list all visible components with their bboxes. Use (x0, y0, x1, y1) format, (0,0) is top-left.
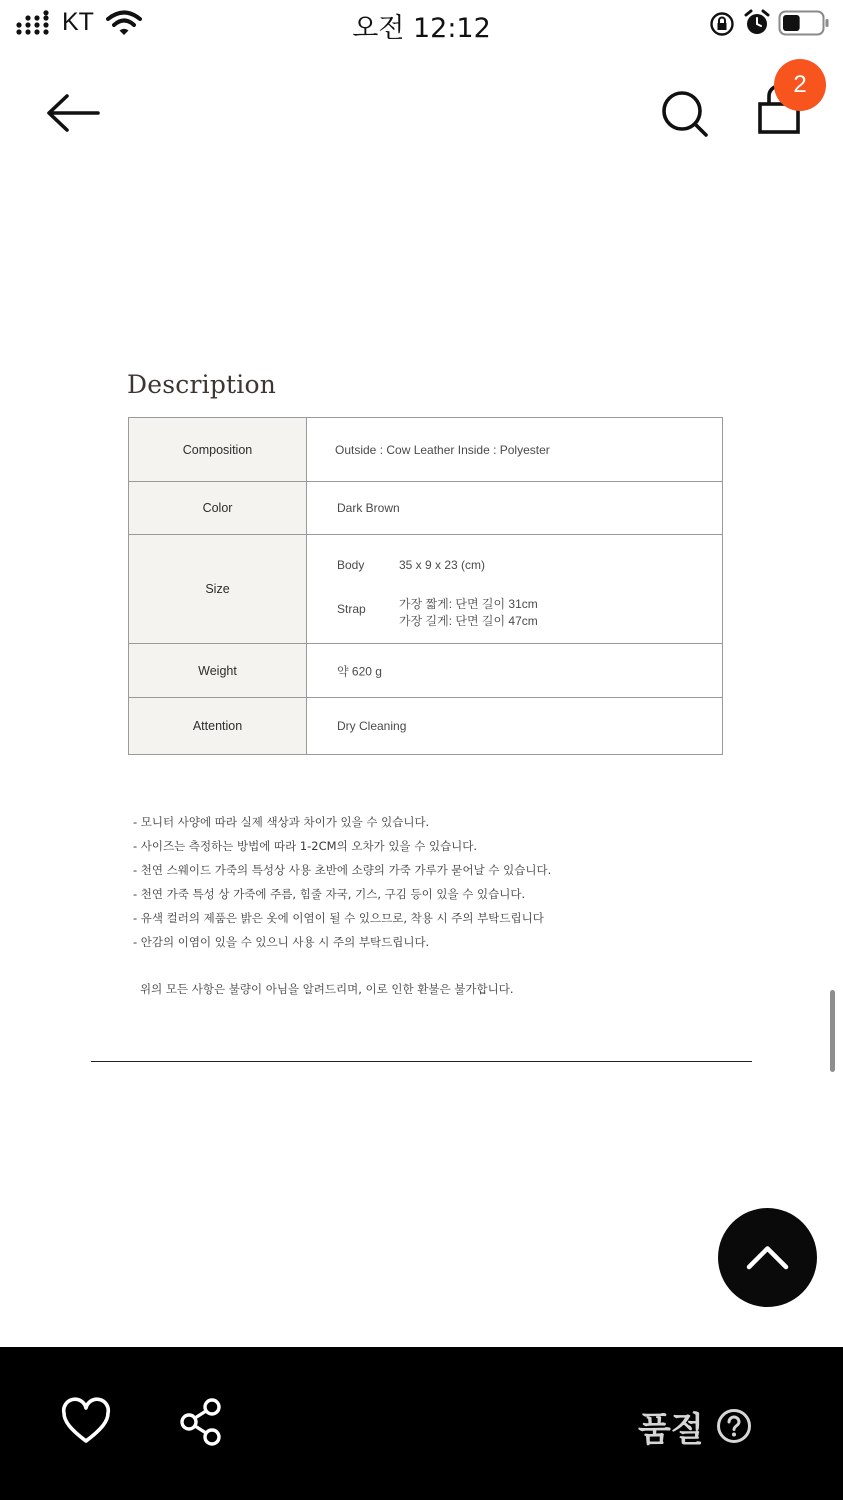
spec-value-cell (307, 644, 722, 697)
spec-label: Color (129, 482, 307, 534)
scroll-to-top-button[interactable] (718, 1208, 817, 1307)
spec-value: Dry Cleaning (337, 719, 407, 733)
scrollbar[interactable] (830, 990, 835, 1072)
spec-label: Attention (129, 698, 307, 754)
size-body-label: Body (337, 558, 365, 572)
size-strap-short: 가장 짧게: 단면 길이 31cm (399, 597, 538, 611)
spec-value: 약 620 g (337, 664, 382, 678)
carrier-label: KT (62, 8, 94, 36)
status-bar (0, 0, 843, 48)
spec-value-cell (307, 418, 722, 481)
section-divider (91, 1061, 752, 1062)
spec-row-attention (129, 698, 722, 754)
note-item: - 모니터 사양에 따라 실제 색상과 차이가 있을 수 있습니다. (133, 815, 430, 829)
spec-row-composition (129, 418, 722, 482)
note-item: - 안감의 이염이 있을 수 있으니 사용 시 주의 부탁드립니다. (133, 935, 430, 949)
spec-row-weight (129, 644, 722, 698)
back-button[interactable] (40, 84, 106, 142)
care-notes (133, 812, 551, 956)
search-button[interactable] (656, 86, 712, 142)
note-item: - 천연 스웨이드 가죽의 특성상 사용 초반에 소량의 가죽 가루가 묻어날 수 있습니다. (133, 863, 552, 877)
question-circle-icon (716, 1408, 752, 1444)
heart-icon (60, 1397, 112, 1447)
note-item: - 천연 가죽 특성 상 가죽에 주름, 힘줄 자국, 기스, 구김 등이 있을 수 있습니다. (133, 887, 526, 901)
arrow-left-icon (40, 84, 106, 142)
spec-value: Outside : Cow Leather Inside : Polyester (335, 442, 550, 457)
size-strap-long: 가장 길게: 단면 길이 47cm (399, 614, 538, 628)
share-button[interactable] (178, 1397, 226, 1447)
spec-value-cell (307, 698, 722, 754)
share-icon (178, 1397, 226, 1447)
note-item: - 사이즈는 측정하는 방법에 따라 1-2CM의 오차가 있을 수 있습니다. (133, 839, 478, 853)
search-icon (656, 86, 712, 142)
size-body-value: 35 x 9 x 23 (cm) (399, 558, 486, 572)
notes-summary: 위의 모든 사항은 불량이 아님을 알려드리며, 이로 인한 환불은 불가합니다. (140, 982, 514, 996)
spec-label: Weight (129, 644, 307, 697)
spec-label: Size (129, 535, 307, 643)
spec-table (128, 417, 723, 755)
note-item: - 유색 컬러의 제품은 밝은 옷에 이염이 될 수 있으므로, 착용 시 주의 부탁드립니다 (133, 911, 544, 925)
rotation-lock-icon (709, 11, 735, 37)
spec-row-color (129, 482, 722, 535)
spec-label: Composition (129, 418, 307, 481)
cart-count-badge: 2 (774, 59, 826, 111)
bottom-action-bar (0, 1347, 843, 1500)
soldout-help-button[interactable] (716, 1408, 752, 1444)
description-title: Description (127, 370, 277, 399)
wishlist-button[interactable] (60, 1397, 112, 1447)
soldout-label: 품절 (638, 1410, 704, 1450)
chevron-up-icon (718, 1208, 817, 1307)
spec-value-cell (307, 482, 722, 534)
status-time: 오전 12:12 (352, 13, 491, 44)
alarm-icon (743, 9, 771, 37)
spec-value: Dark Brown (337, 501, 400, 515)
spec-value-cell (307, 535, 722, 643)
spec-row-size (129, 535, 722, 644)
size-strap-label: Strap (337, 602, 366, 616)
battery-icon (778, 10, 830, 36)
